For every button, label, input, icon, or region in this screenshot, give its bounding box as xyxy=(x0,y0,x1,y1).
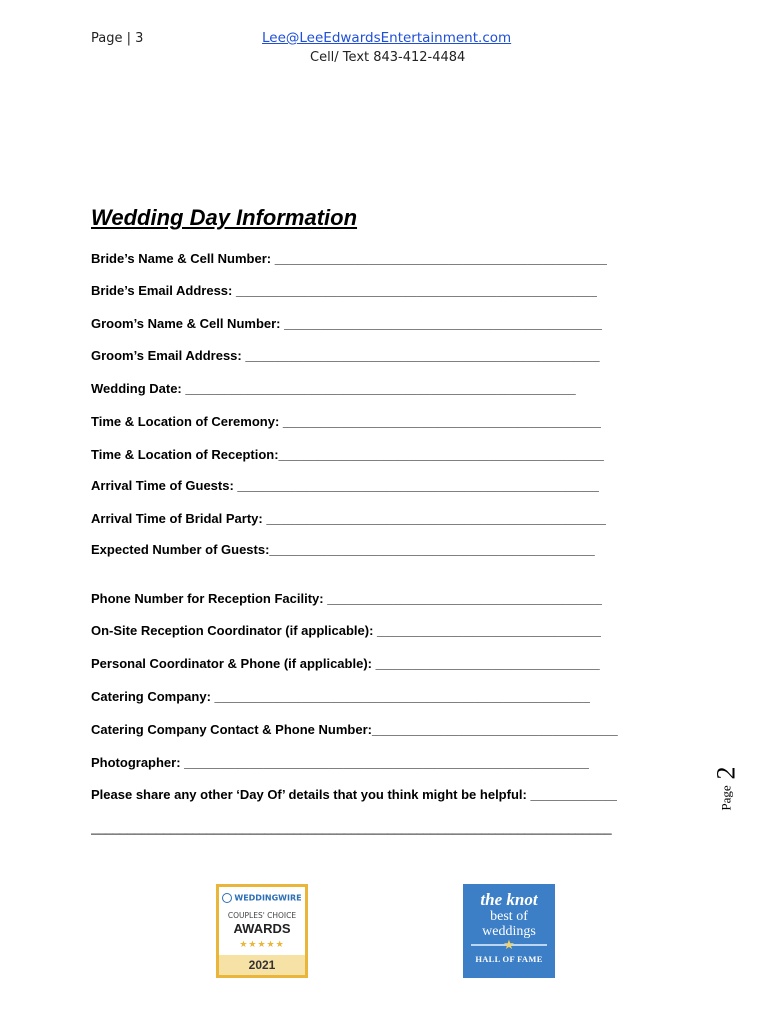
form-field[interactable]: Catering Company: ____________________________________________________ xyxy=(91,689,591,704)
form-field[interactable]: Please share any other ‘Day Of’ details that you think might be helpful: ____________ xyxy=(91,787,618,802)
star-icon: ★ xyxy=(503,937,515,952)
form-field[interactable]: Phone Number for Reception Facility: ______________________________________ xyxy=(91,591,602,606)
form-title: Wedding Day Information xyxy=(91,205,358,230)
phone-text: Cell/ Text 843-412-4484 xyxy=(310,50,466,65)
weddingwire-icon xyxy=(222,893,232,903)
form-field[interactable]: Expected Number of Guests:_____________________________________________ xyxy=(91,542,595,557)
theknot-line1: the knot xyxy=(480,890,538,909)
form-field[interactable]: Arrival Time of Bridal Party: _______________________________________________ xyxy=(91,511,607,526)
theknot-line4: HALL OF FAME xyxy=(475,954,543,964)
form-field[interactable]: Time & Location of Reception:_____________________________________________ xyxy=(91,447,604,462)
form-field[interactable]: On-Site Reception Coordinator (if applicable): _______________________________ xyxy=(91,623,602,638)
weddingwire-brand: WEDDINGWIRE xyxy=(234,893,302,903)
form-field[interactable]: Arrival Time of Guests: __________________________________________________ xyxy=(91,478,599,493)
weddingwire-award-logo xyxy=(216,884,308,978)
form-field[interactable]: Time & Location of Ceremony: ____________________________________________ xyxy=(91,414,602,429)
form-field[interactable]: Bride’s Email Address: __________________________________________________ xyxy=(91,283,598,298)
form-field[interactable]: Bride’s Name & Cell Number: ______________________________________________ xyxy=(91,251,608,266)
form-field[interactable]: Personal Coordinator & Phone (if applicable): _______________________________ xyxy=(91,656,600,671)
side-page-marker xyxy=(708,766,748,830)
page-number-label: Page | 3 xyxy=(91,31,144,46)
theknot-line3: weddings xyxy=(482,924,536,939)
form-field[interactable]: Wedding Date: ______________________________________________________ xyxy=(91,381,576,396)
form-field[interactable]: Catering Company Contact & Phone Number:__________________________________ xyxy=(91,722,618,737)
weddingwire-line1: COUPLES' CHOICE xyxy=(227,911,297,920)
email-link[interactable]: Lee@LeeEdwardsEntertainment.com xyxy=(262,30,512,46)
theknot-hall-of-fame-logo xyxy=(463,884,555,978)
side-page-word: Page xyxy=(718,785,734,811)
side-page-number: 2 xyxy=(711,766,741,780)
form-field[interactable]: Groom’s Email Address: _________________________________________________ xyxy=(91,348,600,363)
weddingwire-line2: AWARDS xyxy=(233,921,291,936)
form-field[interactable]: Groom’s Name & Cell Number: ____________________________________________ xyxy=(91,316,603,331)
theknot-line2: best of xyxy=(490,909,528,924)
weddingwire-year: 2021 xyxy=(248,958,276,972)
form-field-continuation[interactable]: ________________________________________________________________________ xyxy=(91,820,612,835)
weddingwire-stars: ★★★★★ xyxy=(239,939,285,949)
form-field[interactable]: Photographer: ________________________________________________________ xyxy=(91,755,590,770)
